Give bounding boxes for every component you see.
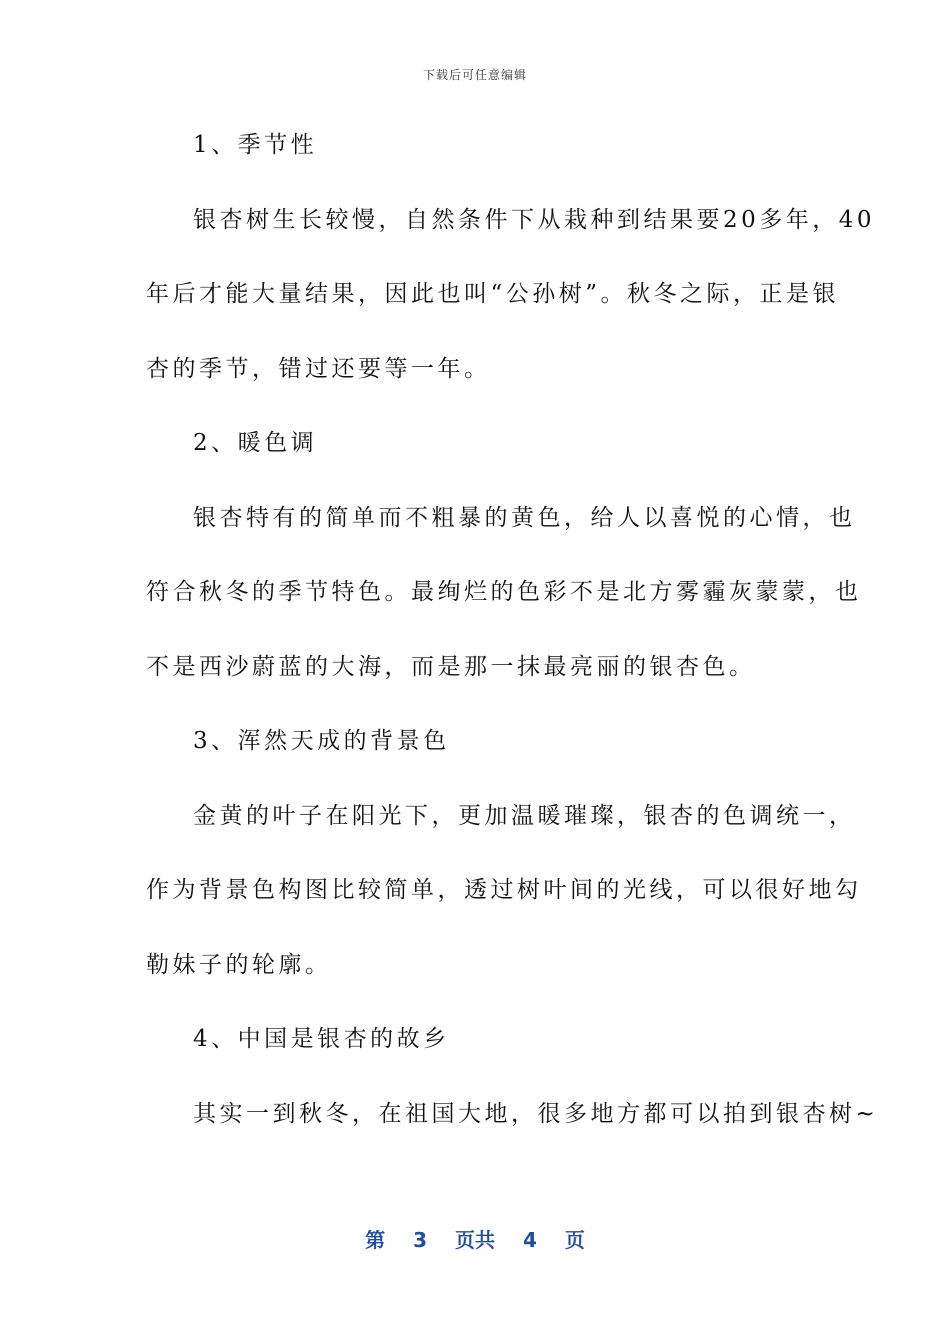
footer-suffix: 页 (564, 1228, 585, 1252)
header-note: 下载后可任意编辑 (422, 68, 527, 82)
paragraph-line: 金黄的叶子在阳光下，更加温暖璀璨，银杏的色调统一， (193, 802, 856, 829)
paragraph-line: 年后才能大量结果，因此也叫“公孙树”。秋冬之际，正是银 (146, 281, 840, 307)
section-heading-1: 1、季节性 (193, 132, 318, 158)
paragraph-line: 勒妹子的轮廓。 (146, 951, 332, 978)
paragraph-line: 其实一到秋冬，在祖国大地，很多地方都可以拍到银杏树~ (193, 1100, 879, 1127)
paragraph-line: 银杏特有的简单而不粗暴的黄色，给人以喜悦的心情，也 (193, 504, 856, 531)
paragraph-line: 银杏树生长较慢，自然条件下从栽种到结果要20多年，40 (193, 206, 876, 233)
page-footer (0, 1224, 950, 1253)
footer-middle: 页共 (455, 1228, 495, 1252)
paragraph-line: 作为背景色构图比较简单，透过树叶间的光线，可以很好地勾 (146, 877, 862, 903)
paragraph-line: 符合秋冬的季节特色。最绚烂的色彩不是北方雾霾灰蒙蒙，也 (146, 579, 862, 605)
paragraph-line: 不是西沙蔚蓝的大海，而是那一抹最亮丽的银杏色。 (146, 653, 756, 680)
section-heading-4: 4、中国是银杏的故乡 (193, 1026, 450, 1052)
section-heading-3: 3、浑然天成的背景色 (193, 728, 450, 754)
footer-prefix: 第 (365, 1228, 386, 1252)
document-body (146, 118, 879, 1161)
current-page-number: 3 (413, 1228, 427, 1252)
paragraph-line: 杏的季节，错过还要等一年。 (146, 355, 491, 382)
total-pages-number: 4 (523, 1228, 537, 1252)
section-heading-2: 2、暖色调 (193, 430, 318, 456)
